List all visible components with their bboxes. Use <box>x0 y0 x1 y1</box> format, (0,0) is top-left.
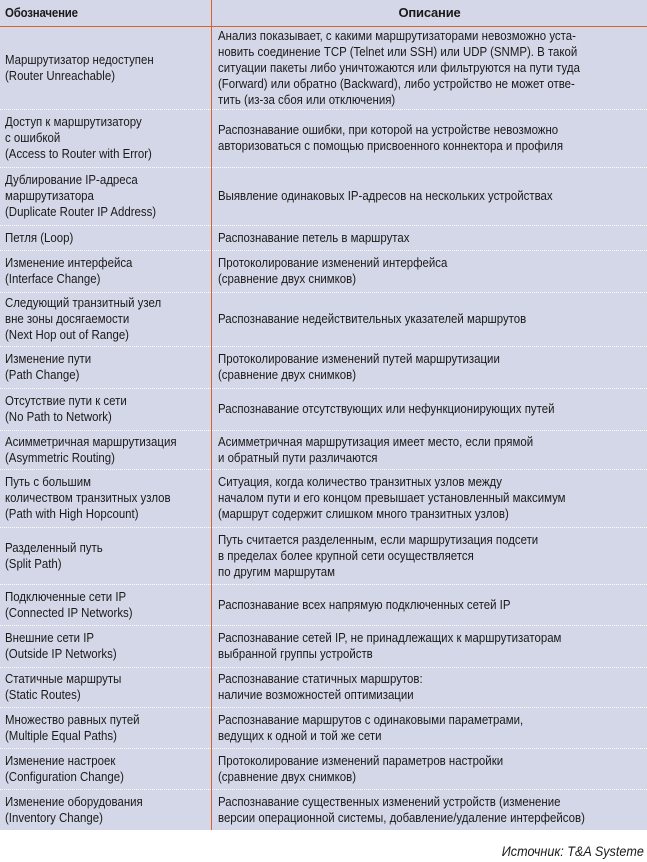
column-divider <box>211 0 212 830</box>
description-line: (сравнение двух снимков) <box>218 271 357 286</box>
designation-line: Маршрутизатор недоступен <box>5 52 154 67</box>
table-row <box>0 27 647 110</box>
cell-description <box>218 109 646 167</box>
description-line: по другим маршрутам <box>218 563 336 579</box>
cell-designation <box>5 388 209 430</box>
cell-designation <box>5 430 209 469</box>
description-line: Распознавание всех напрямую подключенных сетей IP <box>218 596 511 612</box>
cell-designation <box>5 707 209 748</box>
cell-designation <box>5 109 209 167</box>
description-line: Асимметричная маршрутизация имеет место, если прямой <box>218 433 534 449</box>
designation-line: с ошибкой <box>5 130 61 145</box>
designation-line: Множество равных путей <box>5 711 140 727</box>
table-row <box>0 584 647 626</box>
description-line: ситуации пакеты либо уничтожаются или фильтруются на пути туда <box>218 60 580 75</box>
cell-designation <box>5 527 209 584</box>
description-line: авторизоваться с помощью присвоенного коннектора и профиля <box>218 138 564 153</box>
table-row <box>0 707 647 749</box>
cell-description <box>218 584 646 625</box>
cell-description <box>218 346 646 388</box>
cell-designation <box>5 292 209 346</box>
description-line: (сравнение двух снимков) <box>218 367 357 382</box>
table-row <box>0 748 647 790</box>
description-line: в пределах более крупной сети осуществляется <box>218 547 474 563</box>
source-caption: Источник: T&A Systeme <box>501 843 644 859</box>
header-description: Описание <box>398 5 461 20</box>
cell-description <box>218 667 646 707</box>
designation-line: (Inventory Change) <box>5 810 103 825</box>
designation-line: Изменение пути <box>5 351 92 366</box>
description-line: Ситуация, когда количество транзитных узлов между <box>218 474 502 489</box>
cell-description <box>218 789 646 831</box>
description-line: Распознавание сетей IP, не принадлежащих к маршрутизаторам <box>218 630 562 645</box>
designation-line: Подключенные сети IP <box>5 588 127 604</box>
description-line: Путь считается разделенным, если маршрутизация подсети <box>218 531 539 547</box>
header-designation: Обозначение <box>5 5 78 20</box>
description-line: новить соединение TCP (Telnet или SSH) или UDP (SNMP). В такой <box>218 44 578 59</box>
cell-description <box>218 250 646 292</box>
designation-line: (Router Unreachable) <box>5 68 116 83</box>
cell-designation <box>5 789 209 831</box>
designation-line: (No Path to Network) <box>5 409 112 424</box>
cell-description <box>218 292 646 346</box>
cell-designation <box>5 667 209 707</box>
designation-line: (Access to Router with Error) <box>5 146 152 161</box>
designation-line: Изменение настроек <box>5 752 116 768</box>
table-row <box>0 346 647 389</box>
description-line: Протоколирование изменений интерфейса <box>218 255 448 270</box>
designation-line: Внешние сети IP <box>5 630 95 645</box>
designation-line: (Path with High Hopcount) <box>5 506 139 521</box>
cell-description <box>218 167 646 225</box>
description-line: (Forward) или обратно (Backward), либо устройство не может отве- <box>218 76 575 91</box>
designation-line: (Static Routes) <box>5 687 81 702</box>
designation-line: маршрутизатора <box>5 188 94 203</box>
cell-description <box>218 469 646 527</box>
description-line: Протоколирование изменений путей маршрутизации <box>218 351 500 366</box>
designation-line: Следующий транзитный узел <box>5 295 162 310</box>
cell-designation <box>5 167 209 225</box>
cell-description <box>218 27 646 109</box>
designation-line: Отсутствие пути к сети <box>5 393 127 408</box>
table-row <box>0 527 647 585</box>
description-line: началом пути и его концом превышает установленный максимум <box>218 490 566 505</box>
cell-description <box>218 748 646 789</box>
designation-line: (Asymmetric Routing) <box>5 449 115 465</box>
designation-line: (Outside IP Networks) <box>5 646 117 661</box>
designation-line: Доступ к маршрутизатору <box>5 114 142 129</box>
table-row <box>0 167 647 226</box>
designation-line: вне зоны досягаемости <box>5 311 130 326</box>
cell-description <box>218 527 646 584</box>
cell-designation <box>5 346 209 388</box>
description-line: (сравнение двух снимков) <box>218 768 357 784</box>
designation-line: Изменение интерфейса <box>5 255 133 270</box>
designation-line: (Connected IP Networks) <box>5 604 133 620</box>
description-line: Распознавание ошибки, при которой на устройстве невозможно <box>218 122 559 137</box>
description-line: тить (из-за сбоя или отключения) <box>218 92 396 107</box>
cell-description <box>218 225 646 250</box>
description-line: Распознавание маршрутов с одинаковыми параметрами, <box>218 711 524 727</box>
table-row <box>0 109 647 168</box>
cell-designation <box>5 225 209 250</box>
description-line: ведущих к одной и той же сети <box>218 727 382 743</box>
description-line: Протоколирование изменений параметров настройки <box>218 752 504 768</box>
cell-description <box>218 388 646 430</box>
description-line: наличие возможностей оптимизации <box>218 687 414 702</box>
designation-line: Разделенный путь <box>5 539 103 555</box>
cell-description <box>218 430 646 469</box>
designation-line: (Interface Change) <box>5 271 101 286</box>
designation-line: Асимметричная маршрутизация <box>5 433 177 449</box>
designation-line: Путь с большим <box>5 474 91 489</box>
description-line: версии операционной системы, добавление/удаление интерфейсов) <box>218 810 585 825</box>
designation-line: количеством транзитных узлов <box>5 490 171 505</box>
cell-designation <box>5 625 209 667</box>
designation-line: Дублирование IP-адреса <box>5 172 138 187</box>
description-line: Распознавание отсутствующих или нефункционирующих путей <box>218 401 555 416</box>
table-row <box>0 667 647 708</box>
designation-line: Петля (Loop) <box>5 229 74 245</box>
designation-line: (Path Change) <box>5 367 80 382</box>
table-header <box>0 0 647 27</box>
table-row <box>0 469 647 528</box>
cell-designation <box>5 27 209 109</box>
description-line: (маршрут содержит слишком много транзитных узлов) <box>218 506 509 521</box>
table-row <box>0 388 647 431</box>
cell-designation <box>5 250 209 292</box>
designation-line: Статичные маршруты <box>5 671 122 686</box>
cell-designation <box>5 469 209 527</box>
designation-line: (Configuration Change) <box>5 768 124 784</box>
description-line: и обратный пути различаются <box>218 449 378 465</box>
cell-designation <box>5 584 209 625</box>
cell-description <box>218 707 646 748</box>
designation-line: (Split Path) <box>5 555 62 571</box>
description-line: Распознавание статичных маршрутов: <box>218 671 423 686</box>
cell-designation <box>5 748 209 789</box>
table-row <box>0 292 647 347</box>
designation-line: (Multiple Equal Paths) <box>5 727 117 743</box>
table-row <box>0 430 647 470</box>
description-line: Распознавание недействительных указателей маршрутов <box>218 311 527 326</box>
designation-line: Изменение оборудования <box>5 794 143 809</box>
description-line: Распознавание петель в маршрутах <box>218 229 410 245</box>
description-line: Анализ показывает, с какими маршрутизаторами невозможно уста- <box>218 28 576 43</box>
table-row <box>0 625 647 668</box>
table-row <box>0 789 647 831</box>
designation-line: (Next Hop out of Range) <box>5 327 129 342</box>
description-line: Выявление одинаковых IP-адресов на нескольких устройствах <box>218 188 553 203</box>
table-row <box>0 250 647 293</box>
description-line: выбранной группы устройств <box>218 646 373 661</box>
designation-line: (Duplicate Router IP Address) <box>5 204 157 219</box>
cell-description <box>218 625 646 667</box>
description-line: Распознавание существенных изменений устройств (изменение <box>218 794 561 809</box>
table-row <box>0 225 647 251</box>
